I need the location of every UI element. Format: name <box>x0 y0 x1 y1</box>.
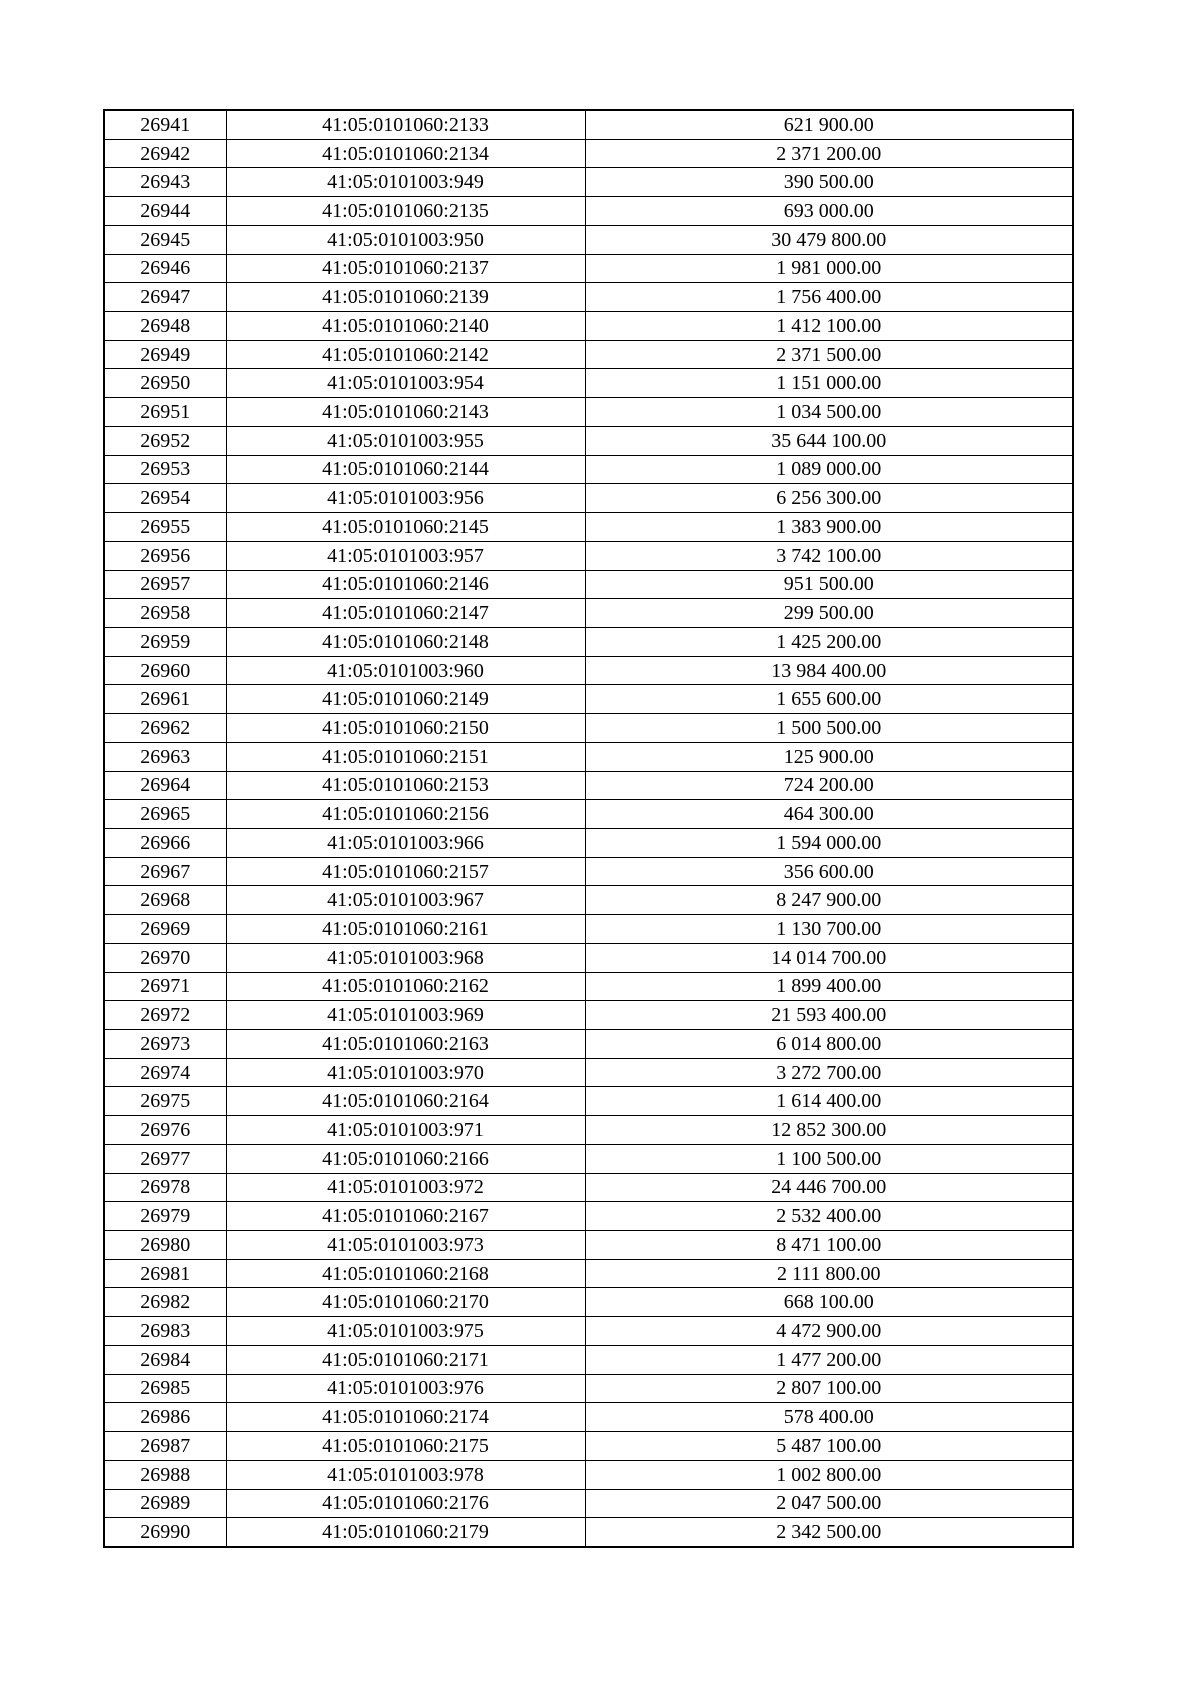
cadastral-value-cell: 724 200.00 <box>585 771 1073 800</box>
table-row <box>104 1374 1073 1403</box>
cadastral-value-cell: 30 479 800.00 <box>585 225 1073 254</box>
cadastral-number-cell: 41:05:0101003:969 <box>226 1001 585 1030</box>
table-row <box>104 915 1073 944</box>
row-number-cell: 26983 <box>104 1317 226 1346</box>
table-row <box>104 513 1073 542</box>
table-row <box>104 886 1073 915</box>
row-number-cell: 26955 <box>104 513 226 542</box>
cadastral-value-cell: 2 532 400.00 <box>585 1202 1073 1231</box>
cadastral-value-cell: 578 400.00 <box>585 1403 1073 1432</box>
table-row <box>104 1432 1073 1461</box>
cadastral-value-cell: 1 756 400.00 <box>585 283 1073 312</box>
cadastral-value-cell: 1 614 400.00 <box>585 1087 1073 1116</box>
table-row <box>104 1403 1073 1432</box>
table-row <box>104 627 1073 656</box>
cadastral-number-cell: 41:05:0101060:2133 <box>226 110 585 139</box>
cadastral-number-cell: 41:05:0101060:2156 <box>226 800 585 829</box>
cadastral-number-cell: 41:05:0101003:966 <box>226 828 585 857</box>
cadastral-number-cell: 41:05:0101060:2153 <box>226 771 585 800</box>
row-number-cell: 26977 <box>104 1144 226 1173</box>
cadastral-number-cell: 41:05:0101060:2157 <box>226 857 585 886</box>
table-row <box>104 426 1073 455</box>
cadastral-value-cell: 14 014 700.00 <box>585 943 1073 972</box>
cadastral-number-cell: 41:05:0101003:950 <box>226 225 585 254</box>
table-row <box>104 369 1073 398</box>
row-number-cell: 26973 <box>104 1030 226 1059</box>
table-body <box>104 110 1073 1547</box>
cadastral-number-cell: 41:05:0101060:2148 <box>226 627 585 656</box>
row-number-cell: 26989 <box>104 1489 226 1518</box>
cadastral-value-cell: 2 047 500.00 <box>585 1489 1073 1518</box>
table-row <box>104 197 1073 226</box>
row-number-cell: 26968 <box>104 886 226 915</box>
cadastral-number-cell: 41:05:0101003:976 <box>226 1374 585 1403</box>
row-number-cell: 26957 <box>104 570 226 599</box>
table-row <box>104 1202 1073 1231</box>
cadastral-number-cell: 41:05:0101060:2176 <box>226 1489 585 1518</box>
cadastral-number-cell: 41:05:0101003:960 <box>226 656 585 685</box>
row-number-cell: 26960 <box>104 656 226 685</box>
row-number-cell: 26941 <box>104 110 226 139</box>
table-row <box>104 1231 1073 1260</box>
cadastral-value-cell: 668 100.00 <box>585 1288 1073 1317</box>
row-number-cell: 26987 <box>104 1432 226 1461</box>
row-number-cell: 26975 <box>104 1087 226 1116</box>
row-number-cell: 26965 <box>104 800 226 829</box>
row-number-cell: 26985 <box>104 1374 226 1403</box>
cadastral-value-cell: 4 472 900.00 <box>585 1317 1073 1346</box>
cadastral-number-cell: 41:05:0101060:2145 <box>226 513 585 542</box>
cadastral-number-cell: 41:05:0101003:972 <box>226 1173 585 1202</box>
row-number-cell: 26962 <box>104 714 226 743</box>
cadastral-number-cell: 41:05:0101003:968 <box>226 943 585 972</box>
row-number-cell: 26948 <box>104 312 226 341</box>
cadastral-number-cell: 41:05:0101060:2163 <box>226 1030 585 1059</box>
cadastral-value-cell: 1 100 500.00 <box>585 1144 1073 1173</box>
row-number-cell: 26944 <box>104 197 226 226</box>
table-row <box>104 1489 1073 1518</box>
table-row <box>104 1030 1073 1059</box>
table-row <box>104 771 1073 800</box>
row-number-cell: 26972 <box>104 1001 226 1030</box>
table-row <box>104 1144 1073 1173</box>
cadastral-value-cell: 12 852 300.00 <box>585 1116 1073 1145</box>
row-number-cell: 26981 <box>104 1259 226 1288</box>
row-number-cell: 26954 <box>104 484 226 513</box>
cadastral-value-cell: 1 981 000.00 <box>585 254 1073 283</box>
table-row <box>104 254 1073 283</box>
row-number-cell: 26959 <box>104 627 226 656</box>
cadastral-value-cell: 1 500 500.00 <box>585 714 1073 743</box>
cadastral-value-cell: 8 471 100.00 <box>585 1231 1073 1260</box>
cadastral-number-cell: 41:05:0101060:2144 <box>226 455 585 484</box>
cadastral-value-cell: 356 600.00 <box>585 857 1073 886</box>
cadastral-number-cell: 41:05:0101060:2174 <box>226 1403 585 1432</box>
table-row <box>104 1087 1073 1116</box>
cadastral-value-cell: 21 593 400.00 <box>585 1001 1073 1030</box>
cadastral-value-cell: 6 256 300.00 <box>585 484 1073 513</box>
table-row <box>104 714 1073 743</box>
row-number-cell: 26951 <box>104 398 226 427</box>
row-number-cell: 26974 <box>104 1058 226 1087</box>
row-number-cell: 26976 <box>104 1116 226 1145</box>
cadastral-value-cell: 1 412 100.00 <box>585 312 1073 341</box>
row-number-cell: 26982 <box>104 1288 226 1317</box>
cadastral-number-cell: 41:05:0101060:2164 <box>226 1087 585 1116</box>
row-number-cell: 26956 <box>104 541 226 570</box>
row-number-cell: 26961 <box>104 685 226 714</box>
table-row <box>104 943 1073 972</box>
table-row <box>104 398 1073 427</box>
row-number-cell: 26953 <box>104 455 226 484</box>
cadastral-number-cell: 41:05:0101060:2135 <box>226 197 585 226</box>
cadastral-number-cell: 41:05:0101060:2149 <box>226 685 585 714</box>
cadastral-value-cell: 1 089 000.00 <box>585 455 1073 484</box>
cadastral-number-cell: 41:05:0101060:2175 <box>226 1432 585 1461</box>
cadastral-number-cell: 41:05:0101060:2142 <box>226 340 585 369</box>
table-row <box>104 1116 1073 1145</box>
cadastral-value-cell: 1 425 200.00 <box>585 627 1073 656</box>
table-row <box>104 168 1073 197</box>
cadastral-value-cell: 6 014 800.00 <box>585 1030 1073 1059</box>
table-row <box>104 1518 1073 1547</box>
row-number-cell: 26946 <box>104 254 226 283</box>
cadastral-number-cell: 41:05:0101060:2161 <box>226 915 585 944</box>
cadastral-number-cell: 41:05:0101003:955 <box>226 426 585 455</box>
row-number-cell: 26970 <box>104 943 226 972</box>
table-row <box>104 828 1073 857</box>
cadastral-number-cell: 41:05:0101060:2151 <box>226 742 585 771</box>
cadastral-value-cell: 1 655 600.00 <box>585 685 1073 714</box>
table-row <box>104 484 1073 513</box>
table-row <box>104 599 1073 628</box>
cadastral-value-cell: 1 899 400.00 <box>585 972 1073 1001</box>
table-row <box>104 312 1073 341</box>
cadastral-value-cell: 24 446 700.00 <box>585 1173 1073 1202</box>
cadastral-value-cell: 1 034 500.00 <box>585 398 1073 427</box>
cadastral-number-cell: 41:05:0101060:2171 <box>226 1345 585 1374</box>
table-row <box>104 1460 1073 1489</box>
cadastral-value-cell: 464 300.00 <box>585 800 1073 829</box>
cadastral-value-cell: 3 272 700.00 <box>585 1058 1073 1087</box>
row-number-cell: 26986 <box>104 1403 226 1432</box>
cadastral-number-cell: 41:05:0101060:2150 <box>226 714 585 743</box>
cadastral-value-cell: 1 151 000.00 <box>585 369 1073 398</box>
table-row <box>104 340 1073 369</box>
cadastral-number-cell: 41:05:0101060:2143 <box>226 398 585 427</box>
row-number-cell: 26963 <box>104 742 226 771</box>
row-number-cell: 26945 <box>104 225 226 254</box>
row-number-cell: 26969 <box>104 915 226 944</box>
table-row <box>104 110 1073 139</box>
cadastral-number-cell: 41:05:0101060:2170 <box>226 1288 585 1317</box>
cadastral-value-cell: 1 594 000.00 <box>585 828 1073 857</box>
cadastral-number-cell: 41:05:0101003:949 <box>226 168 585 197</box>
table-row <box>104 972 1073 1001</box>
cadastral-number-cell: 41:05:0101003:975 <box>226 1317 585 1346</box>
cadastral-number-cell: 41:05:0101003:954 <box>226 369 585 398</box>
cadastral-number-cell: 41:05:0101003:957 <box>226 541 585 570</box>
table-row <box>104 742 1073 771</box>
table-row <box>104 541 1073 570</box>
table-row <box>104 1001 1073 1030</box>
row-number-cell: 26984 <box>104 1345 226 1374</box>
cadastral-number-cell: 41:05:0101003:973 <box>226 1231 585 1260</box>
table-row <box>104 1259 1073 1288</box>
cadastral-value-cell: 2 342 500.00 <box>585 1518 1073 1547</box>
cadastral-value-cell: 5 487 100.00 <box>585 1432 1073 1461</box>
row-number-cell: 26947 <box>104 283 226 312</box>
cadastral-value-cell: 693 000.00 <box>585 197 1073 226</box>
table-row <box>104 1173 1073 1202</box>
cadastral-value-cell: 1 130 700.00 <box>585 915 1073 944</box>
cadastral-value-cell: 125 900.00 <box>585 742 1073 771</box>
row-number-cell: 26990 <box>104 1518 226 1547</box>
table-row <box>104 139 1073 168</box>
cadastral-value-cell: 2 807 100.00 <box>585 1374 1073 1403</box>
table-row <box>104 1317 1073 1346</box>
cadastral-number-cell: 41:05:0101060:2147 <box>226 599 585 628</box>
row-number-cell: 26943 <box>104 168 226 197</box>
row-number-cell: 26980 <box>104 1231 226 1260</box>
row-number-cell: 26988 <box>104 1460 226 1489</box>
table-row <box>104 570 1073 599</box>
cadastral-value-cell: 1 477 200.00 <box>585 1345 1073 1374</box>
cadastral-value-cell: 951 500.00 <box>585 570 1073 599</box>
cadastral-number-cell: 41:05:0101060:2166 <box>226 1144 585 1173</box>
cadastral-number-cell: 41:05:0101060:2137 <box>226 254 585 283</box>
row-number-cell: 26966 <box>104 828 226 857</box>
table-row <box>104 656 1073 685</box>
table-row <box>104 1288 1073 1317</box>
cadastral-value-cell: 3 742 100.00 <box>585 541 1073 570</box>
cadastral-number-cell: 41:05:0101003:967 <box>226 886 585 915</box>
table-row <box>104 225 1073 254</box>
table-row <box>104 685 1073 714</box>
cadastral-value-cell: 1 002 800.00 <box>585 1460 1073 1489</box>
cadastral-value-cell: 35 644 100.00 <box>585 426 1073 455</box>
cadastral-number-cell: 41:05:0101060:2179 <box>226 1518 585 1547</box>
table-row <box>104 1345 1073 1374</box>
table-row <box>104 857 1073 886</box>
cadastral-number-cell: 41:05:0101060:2134 <box>226 139 585 168</box>
row-number-cell: 26958 <box>104 599 226 628</box>
cadastral-number-cell: 41:05:0101003:970 <box>226 1058 585 1087</box>
cadastral-value-cell: 2 371 200.00 <box>585 139 1073 168</box>
cadastral-number-cell: 41:05:0101060:2139 <box>226 283 585 312</box>
cadastral-number-cell: 41:05:0101003:978 <box>226 1460 585 1489</box>
row-number-cell: 26950 <box>104 369 226 398</box>
cadastral-number-cell: 41:05:0101003:971 <box>226 1116 585 1145</box>
cadastral-value-cell: 1 383 900.00 <box>585 513 1073 542</box>
cadastral-number-cell: 41:05:0101003:956 <box>226 484 585 513</box>
cadastral-value-cell: 390 500.00 <box>585 168 1073 197</box>
row-number-cell: 26949 <box>104 340 226 369</box>
cadastral-value-cell: 8 247 900.00 <box>585 886 1073 915</box>
cadastral-value-cell: 2 371 500.00 <box>585 340 1073 369</box>
cadastral-value-cell: 621 900.00 <box>585 110 1073 139</box>
row-number-cell: 26942 <box>104 139 226 168</box>
row-number-cell: 26952 <box>104 426 226 455</box>
row-number-cell: 26979 <box>104 1202 226 1231</box>
cadastral-number-cell: 41:05:0101060:2146 <box>226 570 585 599</box>
table-row <box>104 1058 1073 1087</box>
row-number-cell: 26978 <box>104 1173 226 1202</box>
cadastral-number-cell: 41:05:0101060:2140 <box>226 312 585 341</box>
cadastral-value-table <box>103 109 1074 1548</box>
cadastral-value-cell: 2 111 800.00 <box>585 1259 1073 1288</box>
table-row <box>104 283 1073 312</box>
table-row <box>104 800 1073 829</box>
cadastral-number-cell: 41:05:0101060:2167 <box>226 1202 585 1231</box>
table-row <box>104 455 1073 484</box>
row-number-cell: 26967 <box>104 857 226 886</box>
cadastral-number-cell: 41:05:0101060:2162 <box>226 972 585 1001</box>
row-number-cell: 26964 <box>104 771 226 800</box>
cadastral-value-cell: 299 500.00 <box>585 599 1073 628</box>
cadastral-number-cell: 41:05:0101060:2168 <box>226 1259 585 1288</box>
cadastral-value-cell: 13 984 400.00 <box>585 656 1073 685</box>
row-number-cell: 26971 <box>104 972 226 1001</box>
